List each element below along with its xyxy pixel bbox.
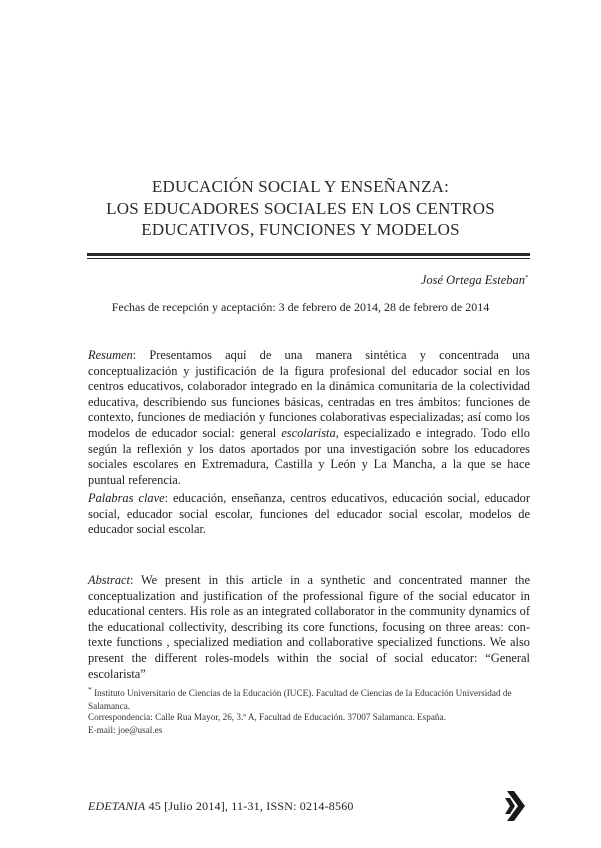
resumen-text-a: : Presentamos aquí de una manera sintética y concentrada una conceptualización y justificación de la figura profesional del educador social en los centros educativos, colaborador integrado en la dinámica comunitaria de la colectividad educativa, describiendo sus funciones básicas, centradas en tres ámbitos: funciones de contexto, funciones de mediación y funciones colaborativas especializadas; así como los modelos de educador social: general (88, 348, 530, 440)
title-line-2: LOS EDUCADORES SOCIALES EN LOS CENTROS (106, 198, 495, 218)
reception-dates: Fechas de recepción y aceptación: 3 de febrero de 2014, 28 de febrero de 2014 (111, 300, 490, 314)
footnote-correspondence: Correspondencia: Calle Rua Mayor, 26, 3.º A, Facultad de Educación. 37007 Salamanca. España. (88, 712, 446, 722)
keywords-text: : educación, enseñanza, centros educativos, educación social, educador social, educador social escolar, funciones del educador social escolar, modelos de educador social escolar. (88, 491, 530, 537)
title-rule-thin (87, 258, 530, 259)
journal-footer (88, 799, 354, 814)
title-line-3: EDUCATIVOS, FUNCIONES Y MODELOS (141, 220, 460, 239)
resumen-italic-word: escolarista (281, 425, 336, 440)
double-chevron-logo-icon (505, 789, 527, 823)
keywords-paragraph (88, 491, 530, 538)
abstract-text: : We present in this article in a synthetic and concentrated manner the conceptualization and justification of the professional figure of the social educator in educational centers. His role as an integrated collaborator in the community dynamics of the educational collectivity, describing its core functions, focusing on three areas: con-texte functions , specialized mediation and collaborative specialized functions. We also present the different roles-models within the social of social educator: “General escolarista” (88, 573, 530, 681)
author-text: José Ortega Esteban (420, 273, 525, 287)
footnote-mark: * (88, 685, 92, 694)
author-name (421, 273, 528, 288)
keywords-label: Palabras clave (88, 491, 165, 505)
title-line-1: EDUCACIÓN SOCIAL Y ENSEÑANZA: (151, 177, 450, 196)
journal-name: EDETANIA (88, 799, 146, 813)
footnote-affiliation (88, 683, 530, 713)
footnote-affiliation-text: Instituto Universitario de Ciencias de la Educación (IUCE). Facultad de Ciencias de la Educación Universidad de Salamanca. (88, 688, 512, 712)
article-title (0, 176, 601, 241)
author-footnote-mark: * (525, 274, 528, 281)
resumen-label: Resumen (88, 348, 133, 362)
title-rule-thick (87, 253, 530, 256)
resumen-paragraph (88, 348, 530, 488)
footnote-email: E-mail: joe@usal.es (88, 725, 163, 735)
abstract-label: Abstract (88, 573, 130, 587)
resumen-text-b: , especializado e integrado. Todo ello según la reflexión y los datos aportados por una investigación sobre los educadores sociales escolares en Extremadura, Castilla y León y La Mancha, a la que se hace puntual referencia. (88, 425, 530, 487)
abstract-paragraph (88, 573, 530, 682)
journal-citation: 45 [Julio 2014], 11-31, ISSN: 0214-8560 (145, 799, 354, 813)
